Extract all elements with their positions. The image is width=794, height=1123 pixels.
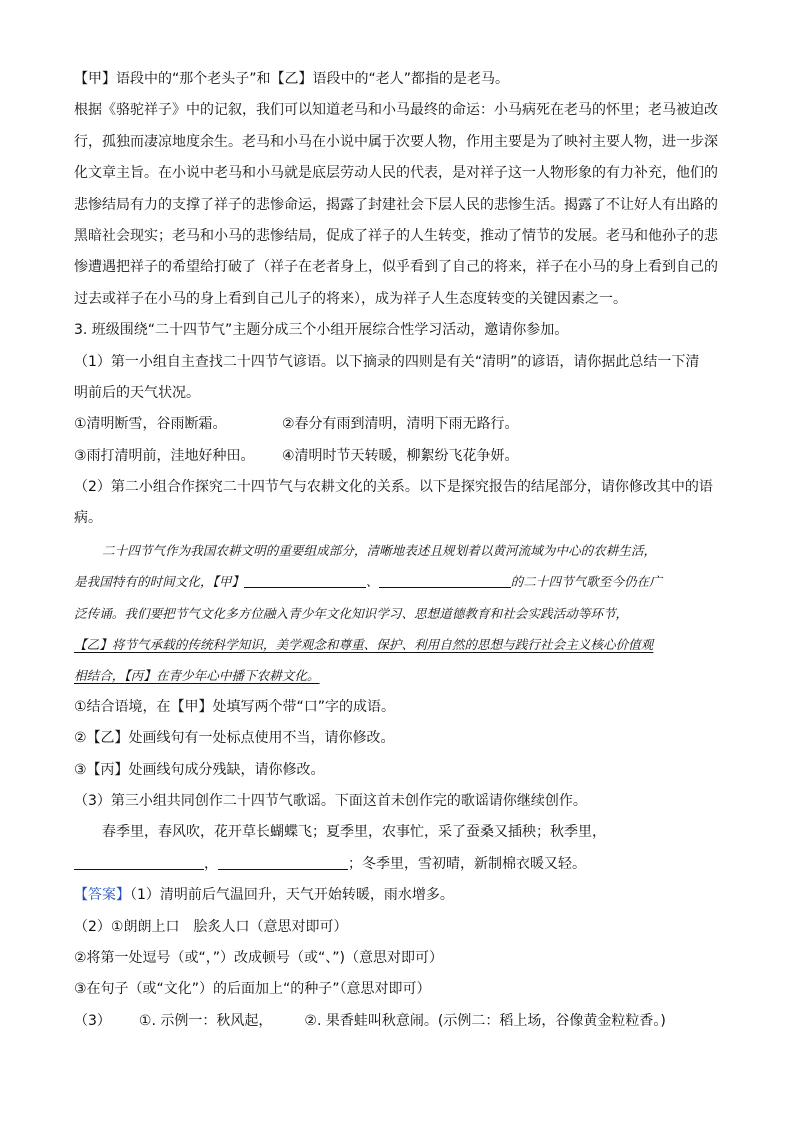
text-line: 惨遭遇把祥子的希望给打破了（祥子在老者身上，似乎看到了自己的将来，祥子在小马的身上看到自己的	[74, 259, 718, 276]
report-line	[74, 566, 720, 597]
question-title: 3. 班级围绕“二十四节气”主题分成三个小组开展综合性学习活动，邀请你参加。	[74, 322, 569, 339]
marker: ②	[304, 1012, 317, 1029]
sub-question-1: （1）第一小组自主查找二十四节气谚语。以下摘录的四则是有关“清明”的谚语，请你据此总结一下清	[74, 353, 700, 370]
sub-question-2-cont: 病。	[74, 510, 102, 527]
song-line	[74, 849, 720, 880]
song-blank-1[interactable]	[74, 851, 204, 870]
answer-line: ③在句子（或“文化”）的后面加上“的种子”（意思对即可）	[74, 981, 431, 998]
task-item: ①结合语境，在【甲】处填写两个带“口”字的成语。	[74, 698, 396, 715]
answer-line	[74, 880, 720, 911]
text-line: 化文章主旨。在小说中老马和小马就是底层劳动人民的代表，是对祥子这一人物形象的有力补充，他们的	[74, 165, 718, 182]
sub-question-1-cont: 明前后的天气状况。	[74, 384, 200, 401]
proverb: ①清明断雪，谷雨断霜。	[74, 416, 227, 433]
text-line: 根据《骆驼祥子》中的记叙，我们可以知道老马和小马最终的命运：小马病死在老马的怀里；老马被迫改	[74, 102, 718, 119]
answer-text: . 示例一：秋风起，	[151, 1012, 273, 1029]
report-line	[74, 660, 720, 691]
underlined-sentence-bing: 【丙】在青少年心中播下农耕文化。	[124, 668, 320, 684]
report-line: 二十四节气作为我国农耕文明的重要组成部分，清晰地表述且规划着以黄河流域为中心的农耕生活，	[102, 542, 657, 558]
answer-text: （3）	[74, 1012, 111, 1029]
task-item: ②【乙】处画线句有一处标点使用不当，请你修改。	[74, 730, 395, 747]
question-3	[74, 315, 720, 880]
text-line: 行，孤独而凄凉地度余生。老马和小马在小说中属于次要人物，作用主要是为了映衬主要人物，进一步深	[74, 133, 718, 150]
idiom-blank-2[interactable]	[379, 569, 511, 588]
song-text: ；冬季里，雪初晴，新制棉衣暖又轻。	[348, 855, 586, 872]
report-line: 泛传诵。我们要把节气文化多方位融入青少年文化知识学习、思想道德教育和社会实践活动等环节，	[74, 605, 629, 621]
text-line: 悲惨结局有力的支撑了祥子的悲惨命运，揭露了封建社会下层人民的悲惨生活。揭露了不让好人有出路的	[74, 196, 718, 213]
answer-section	[74, 880, 720, 1037]
underlined-sentence-yi: 【乙】将节气承载的传统科学知识，美学观念和尊重、保护、利用自然的思想与践行社会主义核心价值观	[74, 637, 654, 653]
proverb-row	[74, 409, 720, 440]
answer-text: . 果香蛙叫秋意闹。(示例二：稻上场，谷像黄金粒粒香。)	[316, 1012, 666, 1029]
text-line: 黑暗社会现实；老马和小马的悲惨结局，促成了祥子的人生转变，推动了情节的发展。老马和他孙子的悲	[74, 227, 718, 244]
report-text: 的二十四节气歌至今仍在广	[510, 574, 662, 590]
proverb: ②春分有雨到清明，清明下雨无路行。	[282, 416, 519, 433]
marker: ①	[138, 1012, 152, 1029]
song-blank-2[interactable]	[218, 851, 348, 870]
proverb: ④清明时节天转暖，柳絮纷飞花争妍。	[282, 447, 519, 464]
task-item: ③【丙】处画线句成分残缺，请你修改。	[74, 761, 325, 778]
idiom-blank-1[interactable]	[244, 569, 366, 588]
document-page	[74, 64, 720, 1037]
sub-question-2: （2）第二小组合作探究二十四节气与农耕文化的关系。以下是探究报告的结尾部分，请你修改其中的语	[74, 479, 713, 496]
answer-line: （2）①朗朗上口 脍炙人口（意思对即可）	[74, 918, 348, 935]
sub-question-3: （3）第三小组共同创作二十四节气歌谣。下面这首未创作完的歌谣请你继续创作。	[74, 792, 587, 809]
report-text: 是我国特有的时间文化，【甲】	[74, 574, 245, 590]
report-text: 、	[366, 574, 379, 590]
song-line: 春季里，春风吹，花开草长蝴蝶飞；夏季里，农事忙，采了蚕桑又插秧；秋季里，	[102, 824, 606, 841]
analysis-paragraph	[74, 64, 720, 315]
answer-line	[74, 1006, 720, 1037]
answer-text: （1）清明前后气温回升，天气开始转暖，雨水增多。	[130, 887, 454, 904]
underlined-sentence-yi-end: 相结合，	[74, 668, 125, 684]
text-line: 过去或祥子在小马的身上看到自己儿子的将来），成为祥子人生态度转变的关键因素之一。	[74, 290, 627, 307]
proverb-row	[74, 441, 720, 472]
song-text: ，	[204, 855, 218, 872]
answer-line: ②将第一处逗号（或“，”）改成顿号（或“、”)（意思对即可）	[74, 949, 444, 966]
text-line: 【甲】语段中的“那个老头子”和【乙】语段中的“老人”都指的是老马。	[74, 71, 510, 87]
answer-label: 【答案】	[74, 887, 130, 904]
report-excerpt	[74, 535, 720, 692]
proverb: ③雨打清明前，洼地好种田。	[74, 447, 255, 464]
